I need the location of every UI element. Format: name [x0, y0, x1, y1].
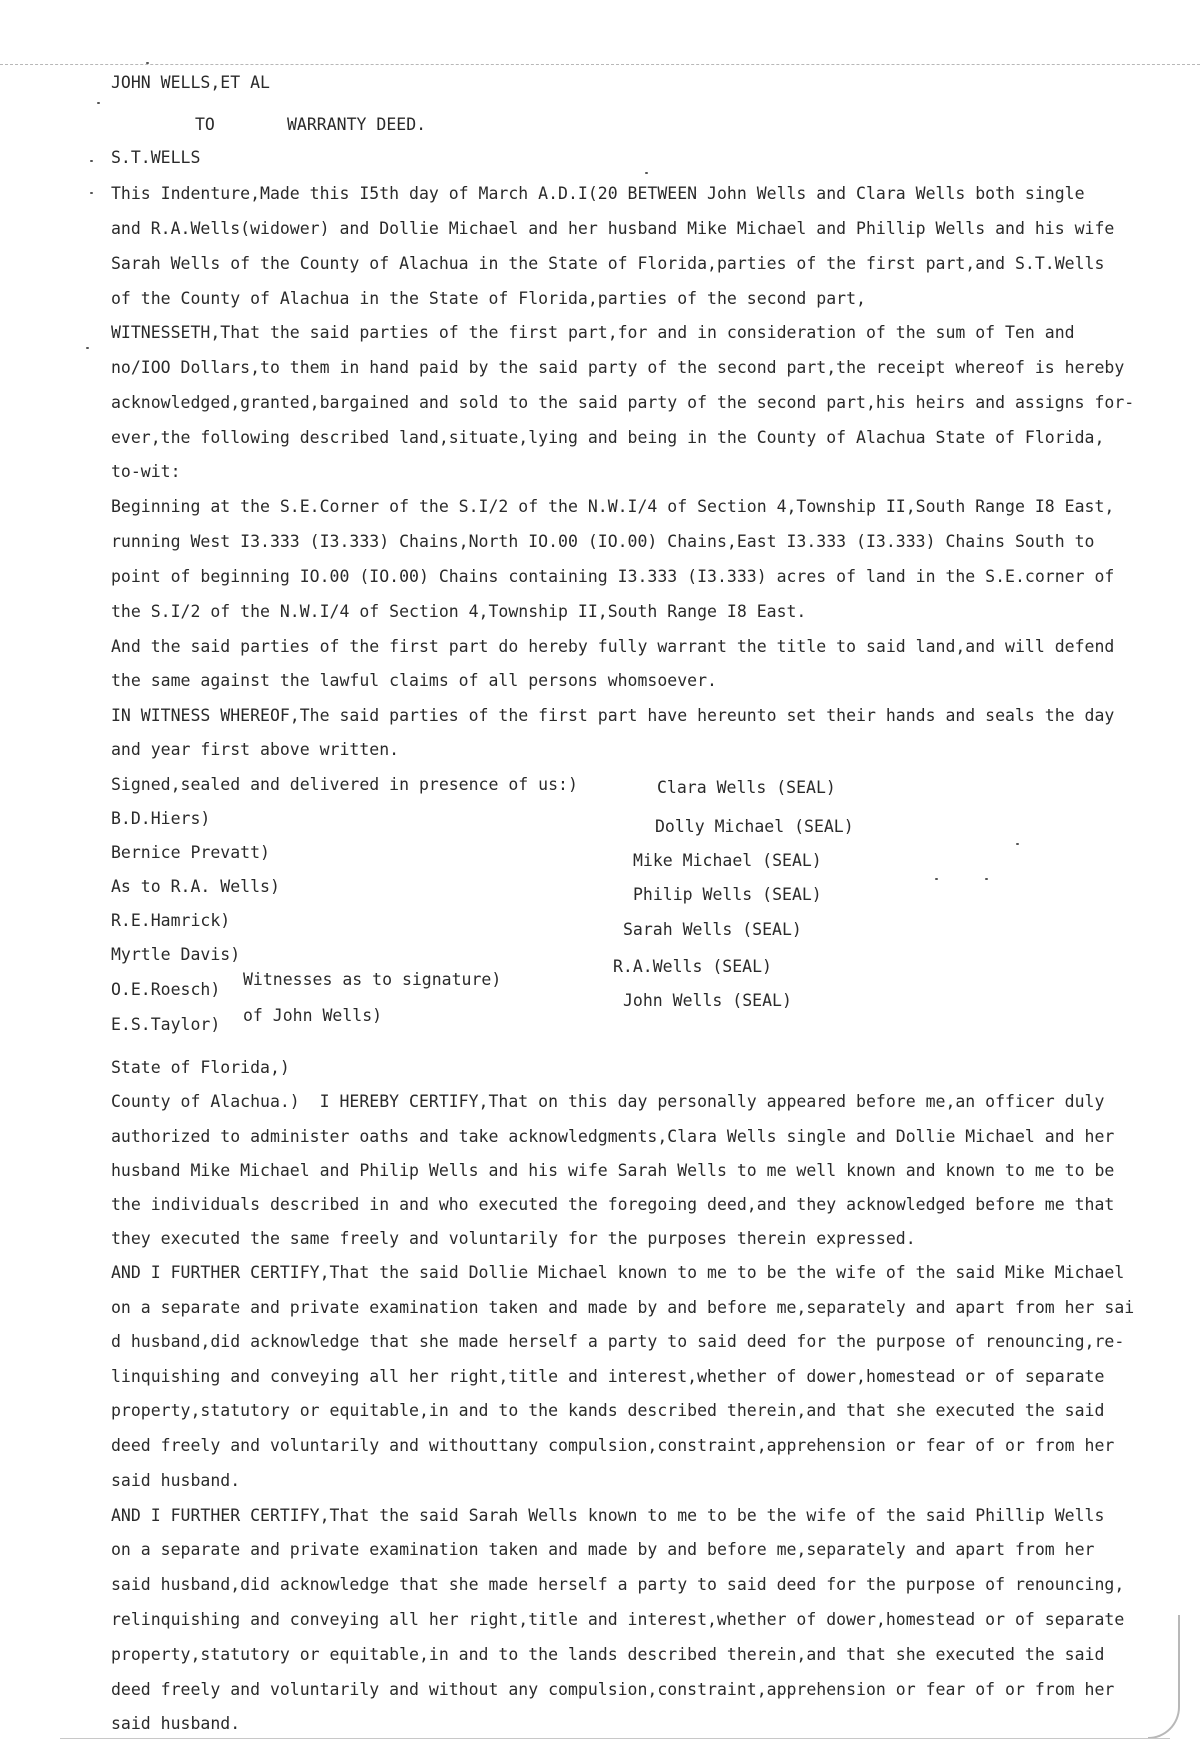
signature: Mike Michael (SEAL) [633, 851, 822, 870]
witness-name: As to R.A. Wells) [111, 877, 280, 896]
certificate-line: deed freely and voluntarily and without any compulsion,constraint,apprehension or fear of or from her [111, 1680, 1115, 1699]
certificate-line: deed freely and voluntarily and withouttany compulsion,constraint,apprehension or fear of or from her [111, 1436, 1115, 1455]
body-line: ever,the following described land,situate,lying and being in the County of Alachua State of Florida, [111, 428, 1105, 447]
witness-name: R.E.Hamrick) [111, 911, 231, 930]
body-line: and R.A.Wells(widower) and Dollie Michael and her husband Mike Michael and Phillip Wells and his wife [111, 219, 1115, 238]
signature: Sarah Wells (SEAL) [623, 920, 802, 939]
body-line: and year first above written. [111, 740, 400, 759]
certificate-line: AND I FURTHER CERTIFY,That the said Dollie Michael known to me to be the wife of the said Mike Michael [111, 1263, 1125, 1282]
scan-speck [935, 878, 938, 880]
witness-name: Myrtle Davis) [111, 945, 241, 964]
to-label: TO [195, 115, 215, 134]
scan-speck [86, 347, 89, 349]
body-line: This Indenture,Made this I5th day of March A.D.I(20 BETWEEN John Wells and Clara Wells both single [111, 184, 1085, 203]
grantor-heading: JOHN WELLS,ET AL [111, 73, 270, 92]
body-line: of the County of Alachua in the State of Florida,parties of the second part, [111, 289, 866, 308]
signed-sealed-line: Signed,sealed and delivered in presence of us:) [111, 775, 578, 794]
certificate-line: husband Mike Michael and Philip Wells and his wife Sarah Wells to me well known and known to me to be [111, 1161, 1115, 1180]
body-line: the S.I/2 of the N.W.I/4 of Section 4,Township II,South Range I8 East. [111, 602, 807, 621]
page-corner-curl [1148, 1615, 1180, 1739]
body-line: running West I3.333 (I3.333) Chains,North IO.00 (IO.00) Chains,East I3.333 (I3.333) Chains South to [111, 532, 1095, 551]
certificate-line: on a separate and private examination taken and made by and before me,separately and apart from her sai [111, 1298, 1135, 1317]
certificate-line: AND I FURTHER CERTIFY,That the said Sarah Wells known to me to be the wife of the said Phillip Wells [111, 1506, 1105, 1525]
certificate-line: property,statutory or equitable,in and to the kands described therein,and that she executed the said [111, 1401, 1105, 1420]
certificate-line: property,statutory or equitable,in and to the lands described therein,and that she executed the said [111, 1645, 1105, 1664]
body-line: WITNESSETH,That the said parties of the first part,for and in consideration of the sum of Ten and [111, 323, 1075, 342]
body-line: Sarah Wells of the County of Alachua in the State of Florida,parties of the first part,and S.T.Wells [111, 254, 1105, 273]
bottom-rule [60, 1738, 1170, 1739]
signature: Clara Wells (SEAL) [657, 778, 836, 797]
certificate-line: State of Florida,) [111, 1058, 290, 1077]
top-rule [0, 64, 1200, 65]
body-line: Beginning at the S.E.Corner of the S.I/2 of the N.W.I/4 of Section 4,Township II,South Range I8 East, [111, 497, 1115, 516]
scan-speck [90, 160, 93, 162]
scan-speck [146, 62, 149, 64]
body-line: no/IOO Dollars,to them in hand paid by the said party of the second part,the receipt whereof is hereby [111, 358, 1125, 377]
scan-speck [90, 192, 93, 194]
scan-speck [97, 102, 100, 104]
certificate-line: they executed the same freely and voluntarily for the purposes therein expressed. [111, 1229, 916, 1248]
certificate-line: the individuals described in and who executed the foregoing deed,and they acknowledged before me that [111, 1195, 1115, 1214]
body-line: point of beginning IO.00 (IO.00) Chains containing I3.333 (I3.333) acres of land in the S.E.corner of [111, 567, 1115, 586]
signature: R.A.Wells (SEAL) [613, 957, 772, 976]
certificate-line: linquishing and conveying all her right,title and interest,whether of dower,homestead or of separate [111, 1367, 1105, 1386]
scan-speck [645, 172, 648, 174]
grantee-heading: S.T.WELLS [111, 148, 201, 167]
witness-name: B.D.Hiers) [111, 809, 211, 828]
witness-name: E.S.Taylor) [111, 1015, 221, 1034]
certificate-line: County of Alachua.) I HEREBY CERTIFY,That on this day personally appeared before me,an officer duly [111, 1092, 1105, 1111]
body-line: to-wit: [111, 462, 181, 481]
signature: Dolly Michael (SEAL) [655, 817, 854, 836]
witness-name: Bernice Prevatt) [111, 843, 270, 862]
body-line: the same against the lawful claims of all persons whomsoever. [111, 671, 717, 690]
signature: John Wells (SEAL) [623, 991, 792, 1010]
certificate-line: said husband,did acknowledge that she made herself a party to said deed for the purpose of renouncing, [111, 1575, 1125, 1594]
witness-note: of John Wells) [243, 1006, 383, 1025]
certificate-line: said husband. [111, 1714, 241, 1733]
witness-note: Witnesses as to signature) [243, 970, 502, 989]
certificate-line: relinquishing and conveying all her right,title and interest,whether of dower,homestead or of separate [111, 1610, 1125, 1629]
certificate-line: authorized to administer oaths and take acknowledgments,Clara Wells single and Dollie Michael and her [111, 1127, 1115, 1146]
signature: Philip Wells (SEAL) [633, 885, 822, 904]
body-line: IN WITNESS WHEREOF,The said parties of the first part have hereunto set their hands and seals the day [111, 706, 1115, 725]
certificate-line: d husband,did acknowledge that she made herself a party to said deed for the purpose of renouncing,re- [111, 1332, 1125, 1351]
deed-type-heading: WARRANTY DEED. [287, 115, 427, 134]
body-line: And the said parties of the first part do hereby fully warrant the title to said land,and will defend [111, 637, 1115, 656]
scan-speck [1016, 843, 1019, 845]
witness-name: O.E.Roesch) [111, 980, 221, 999]
certificate-line: on a separate and private examination taken and made by and before me,separately and apart from her [111, 1540, 1095, 1559]
scan-speck [985, 878, 988, 880]
body-line: acknowledged,granted,bargained and sold to the said party of the second part,his heirs and assigns for- [111, 393, 1135, 412]
certificate-line: said husband. [111, 1471, 241, 1490]
